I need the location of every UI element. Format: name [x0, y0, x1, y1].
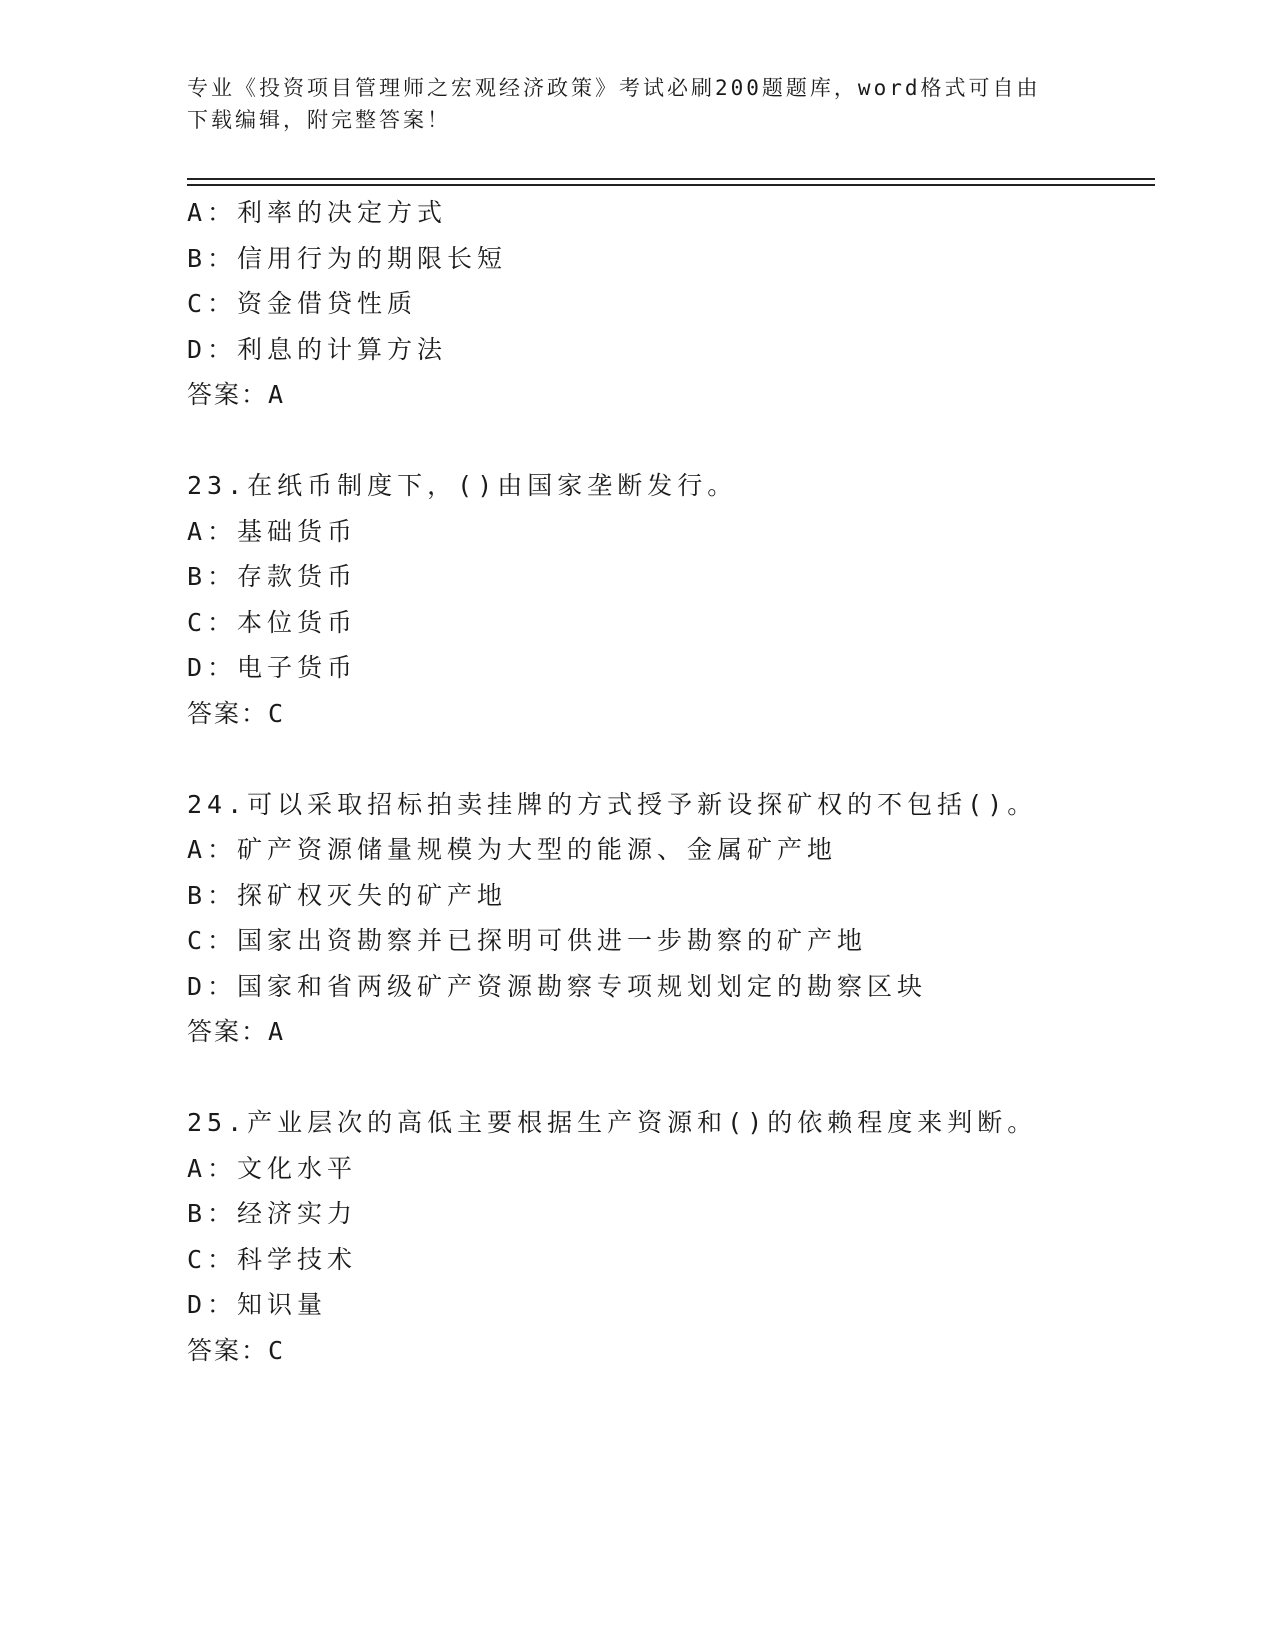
option-c: C：本位货币: [187, 607, 358, 637]
header-line-1: 专业《投资项目管理师之宏观经济政策》考试必刷200题题库，word格式可自由: [187, 76, 1041, 100]
option-a: A：基础货币: [187, 516, 358, 546]
option-b: B：探矿权灭失的矿产地: [187, 880, 508, 910]
header-rule-top: [187, 178, 1155, 180]
option-d: D：知识量: [187, 1290, 328, 1319]
document-header: [187, 72, 1067, 136]
option-d: D：电子货币: [187, 653, 358, 682]
question-block: [187, 782, 1147, 1055]
option-b: B：信用行为的期限长短: [187, 243, 508, 273]
answer-line: 答案：C: [187, 1335, 286, 1365]
option-c: C：资金借贷性质: [187, 289, 418, 318]
option-c: C：科学技术: [187, 1244, 358, 1274]
question-text: 23.在纸币制度下，()由国家垄断发行。: [187, 471, 738, 500]
option-b: B：存款货币: [187, 562, 358, 591]
header-rule-bottom: [187, 184, 1155, 186]
option-a: A：利率的决定方式: [187, 198, 448, 227]
header-line-2: 下载编辑，附完整答案！: [187, 108, 451, 132]
answer-line: 答案：A: [187, 1017, 286, 1046]
answer-line: 答案：C: [187, 698, 286, 728]
question-block: [187, 190, 1147, 418]
option-d: D：利息的计算方法: [187, 334, 448, 364]
question-text: 25.产业层次的高低主要根据生产资源和()的依赖程度来判断。: [187, 1108, 1038, 1137]
option-a: A：文化水平: [187, 1153, 358, 1183]
question-list: [187, 190, 1147, 1373]
option-a: A：矿产资源储量规模为大型的能源、金属矿产地: [187, 835, 838, 864]
question-text: 24.可以采取招标拍卖挂牌的方式授予新设探矿权的不包括()。: [187, 789, 1038, 819]
answer-line: 答案：A: [187, 380, 286, 409]
question-block: [187, 1100, 1147, 1373]
question-block: [187, 463, 1147, 736]
option-c: C：国家出资勘察并已探明可供进一步勘察的矿产地: [187, 926, 868, 955]
option-b: B：经济实力: [187, 1199, 358, 1228]
option-d: D：国家和省两级矿产资源勘察专项规划划定的勘察区块: [187, 971, 928, 1001]
